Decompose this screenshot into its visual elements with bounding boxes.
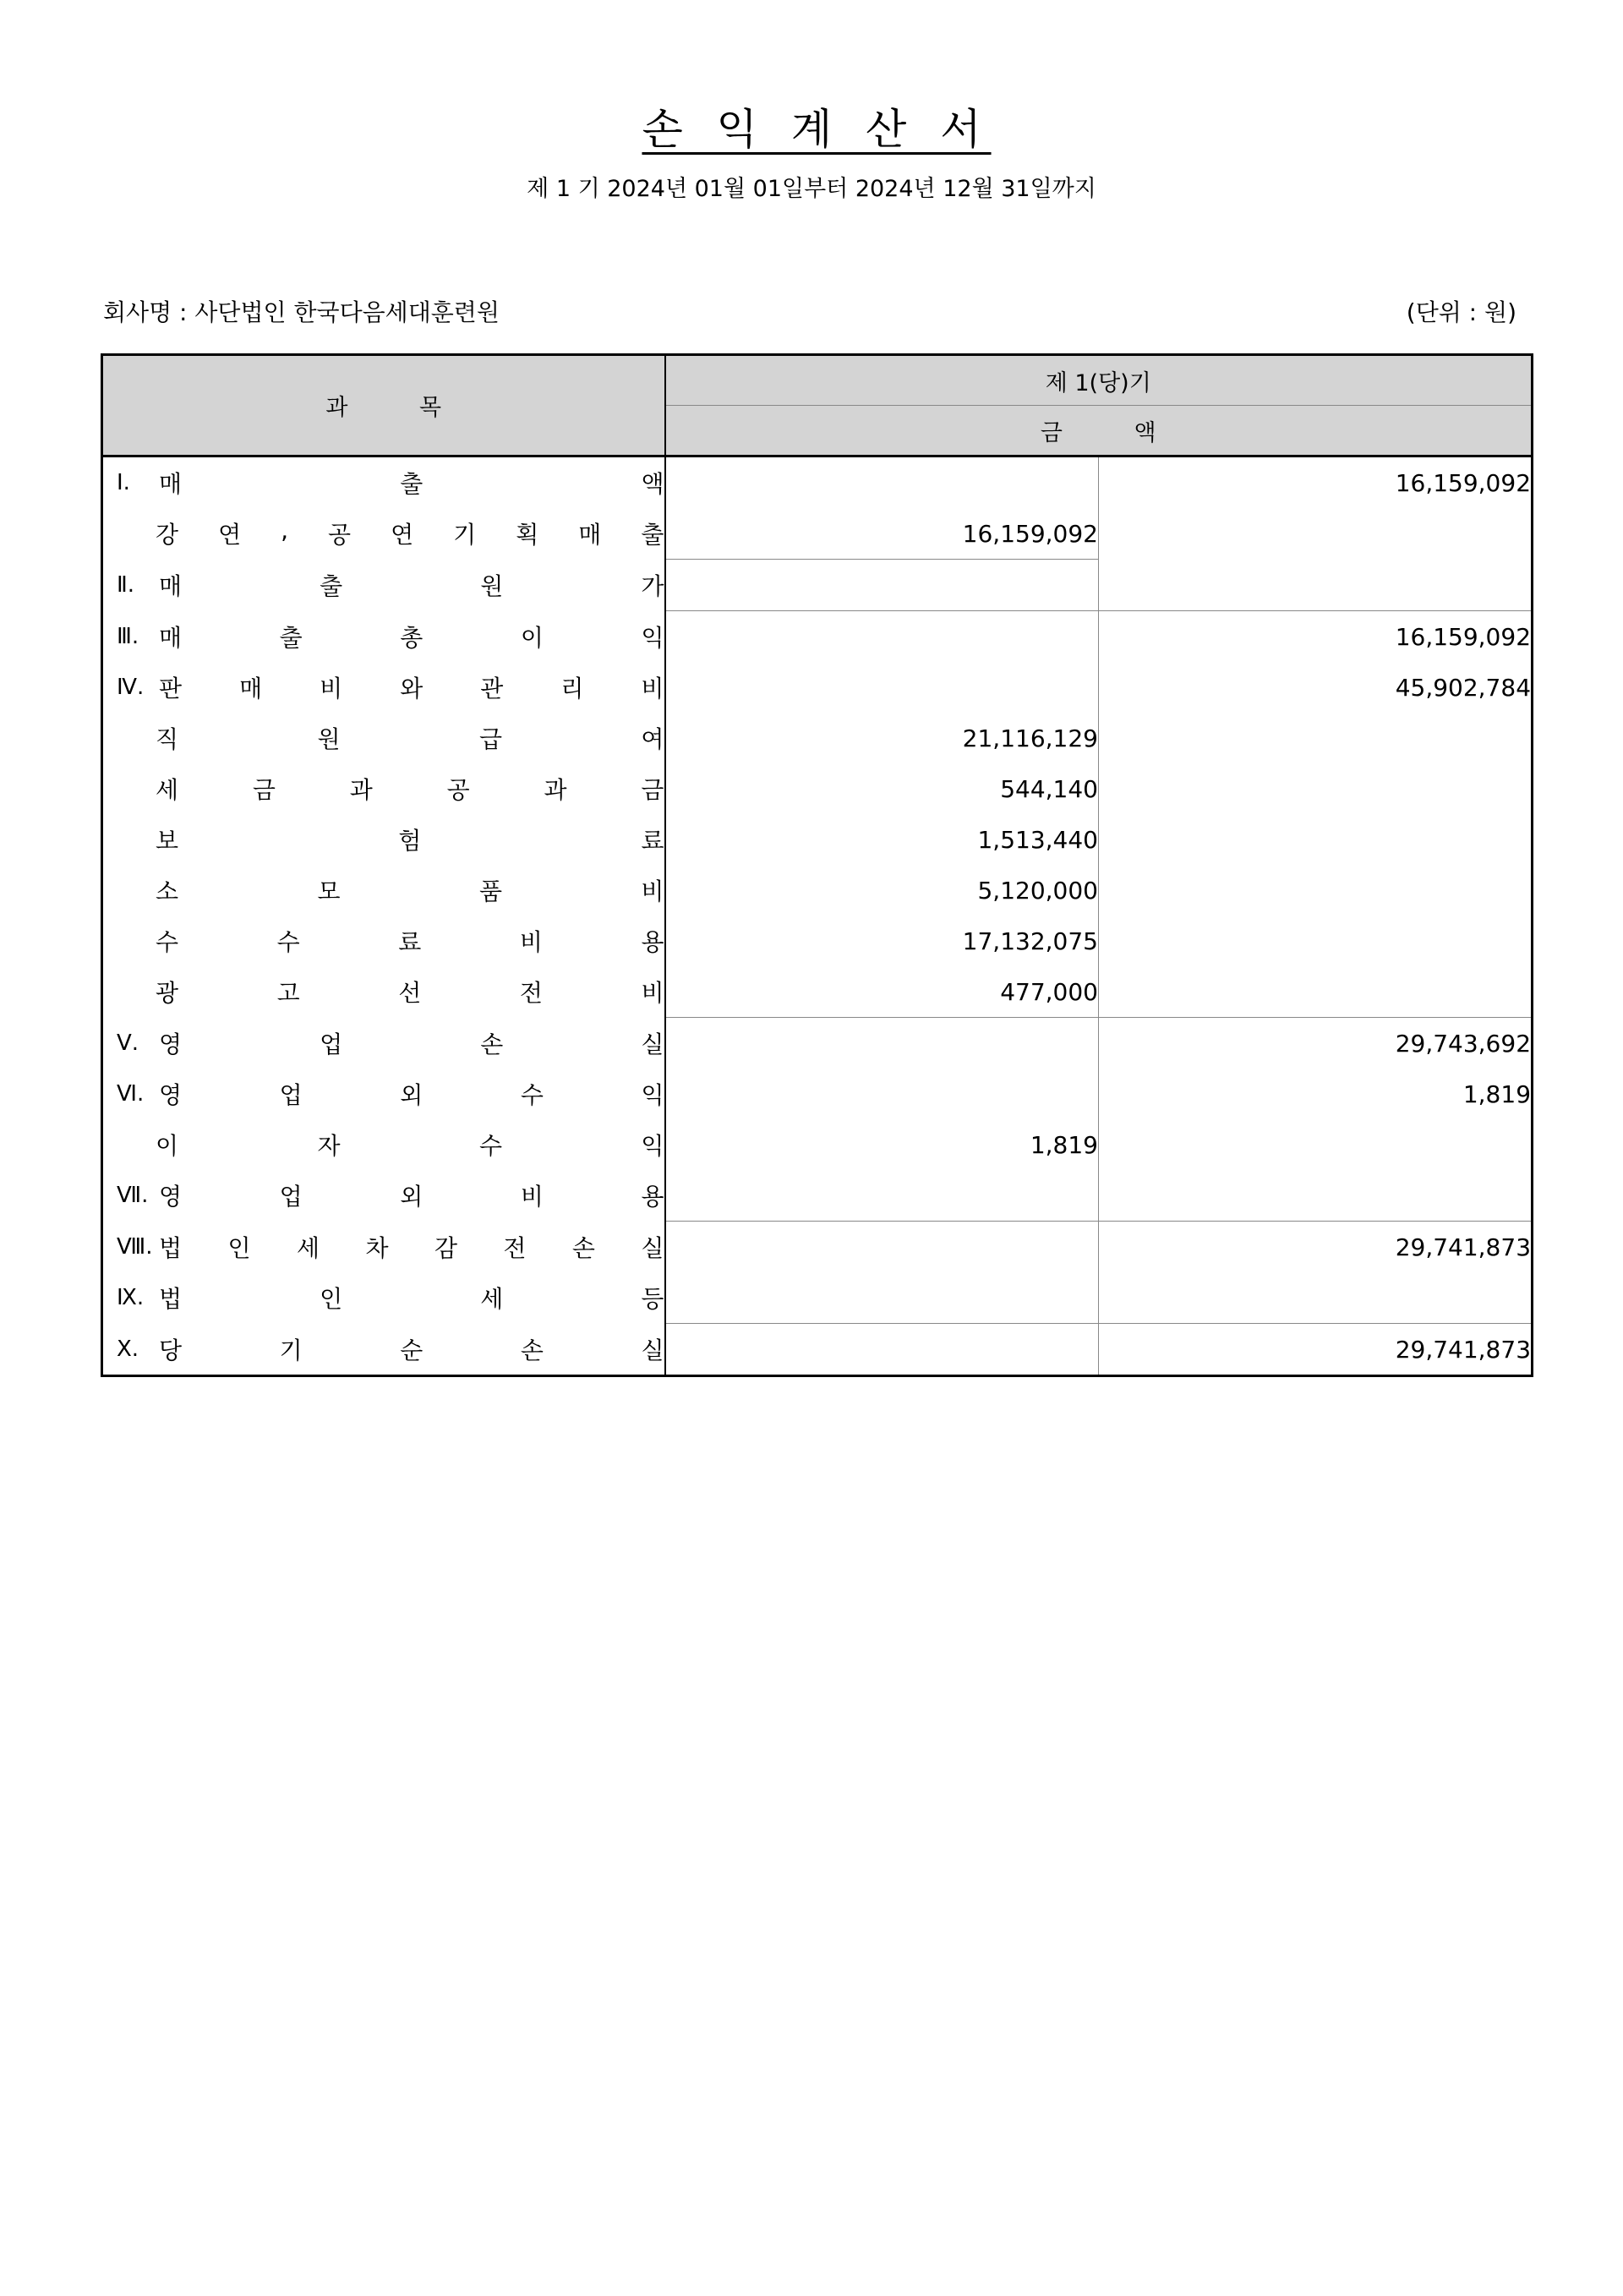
amount-header: 금 액 xyxy=(665,406,1533,456)
total-amount: 1,819 xyxy=(1099,1069,1533,1119)
fiscal-period: 제 1 기 2024년 01월 01일부터 2024년 12월 31일까지 xyxy=(527,176,1096,202)
account-name: 판 매 비 와 관 리 비 xyxy=(159,675,664,702)
account-label-cell xyxy=(102,611,665,663)
table-row xyxy=(102,1272,1533,1324)
account-name: 광 고 선 전 비 xyxy=(156,979,664,1008)
detail-amount: 1,819 xyxy=(665,1119,1099,1170)
detail-amount xyxy=(665,1272,1099,1324)
total-amount: 29,741,873 xyxy=(1099,1324,1533,1376)
account-name: 소 모 품 비 xyxy=(156,877,664,905)
currency-unit: (단위 : 원) xyxy=(1406,298,1516,326)
table-row xyxy=(102,1170,1533,1222)
subject-header: 과 목 xyxy=(102,355,665,456)
account-label-cell xyxy=(102,560,665,611)
account-label-cell xyxy=(102,1018,665,1069)
table-row xyxy=(102,456,1533,509)
section-number: Ⅲ. xyxy=(117,623,139,649)
total-amount: 16,159,092 xyxy=(1099,456,1533,509)
account-name: 영 업 외 수 익 xyxy=(159,1081,664,1109)
table-row xyxy=(102,1018,1533,1069)
table-row xyxy=(102,763,1533,814)
account-name: 영 업 외 비 용 xyxy=(159,1183,664,1211)
account-label-cell xyxy=(102,916,665,966)
section-number: Ⅴ. xyxy=(117,1030,139,1056)
total-amount xyxy=(1099,865,1533,916)
table-row xyxy=(102,1324,1533,1376)
total-amount xyxy=(1099,814,1533,865)
table-row xyxy=(102,865,1533,916)
account-label-cell xyxy=(102,763,665,814)
account-name: 직 원 급 여 xyxy=(156,725,664,753)
account-label-cell xyxy=(102,1272,665,1324)
account-label-cell xyxy=(102,865,665,916)
period-header: 제 1(당)기 xyxy=(665,355,1533,406)
account-label-cell xyxy=(102,1222,665,1273)
account-label-cell xyxy=(102,1069,665,1119)
detail-amount xyxy=(665,560,1099,611)
table-row xyxy=(102,560,1533,611)
total-amount xyxy=(1099,508,1533,560)
table-row xyxy=(102,508,1533,560)
account-label-cell xyxy=(102,966,665,1018)
account-name: 매 출 액 xyxy=(159,470,664,498)
detail-amount xyxy=(665,611,1099,663)
document-title: 손 익 계 산 서 xyxy=(642,105,992,154)
account-label-cell xyxy=(102,508,665,560)
section-number: Ⅱ. xyxy=(117,572,135,598)
total-amount xyxy=(1099,1170,1533,1222)
account-label-cell xyxy=(102,1324,665,1376)
account-name: 법 인 세 차 감 전 손 실 xyxy=(159,1233,664,1262)
total-amount: 45,902,784 xyxy=(1099,662,1533,713)
total-amount xyxy=(1099,1272,1533,1324)
section-number: Ⅶ. xyxy=(117,1183,149,1209)
income-statement-table xyxy=(101,353,1533,1377)
detail-amount xyxy=(665,456,1099,509)
table-row xyxy=(102,713,1533,763)
detail-amount xyxy=(665,662,1099,713)
table-row xyxy=(102,966,1533,1018)
total-amount: 16,159,092 xyxy=(1099,611,1533,663)
account-label-cell xyxy=(102,456,665,509)
detail-amount: 5,120,000 xyxy=(665,865,1099,916)
total-amount xyxy=(1099,560,1533,611)
account-label-cell xyxy=(102,1119,665,1170)
table-row xyxy=(102,1119,1533,1170)
statement-rows xyxy=(102,456,1533,1376)
detail-amount: 17,132,075 xyxy=(665,916,1099,966)
total-amount xyxy=(1099,713,1533,763)
account-name: 매 출 총 이 익 xyxy=(159,623,664,652)
detail-amount xyxy=(665,1324,1099,1376)
table-row xyxy=(102,1222,1533,1273)
account-label-cell xyxy=(102,662,665,713)
detail-amount: 544,140 xyxy=(665,763,1099,814)
detail-amount xyxy=(665,1170,1099,1222)
account-name: 보 험 료 xyxy=(156,827,664,855)
section-number: Ⅵ. xyxy=(117,1081,145,1107)
detail-amount xyxy=(665,1018,1099,1069)
account-label-cell xyxy=(102,814,665,865)
section-number: Ⅸ. xyxy=(117,1285,145,1311)
account-name: 수 수 료 비 용 xyxy=(156,928,664,956)
table-row xyxy=(102,611,1533,663)
account-name: 법 인 세 등 xyxy=(159,1285,664,1314)
detail-amount xyxy=(665,1069,1099,1119)
detail-amount: 21,116,129 xyxy=(665,713,1099,763)
total-amount: 29,743,692 xyxy=(1099,1018,1533,1069)
section-number: Ⅳ. xyxy=(117,675,145,700)
account-label-cell xyxy=(102,713,665,763)
account-name: 강 연 , 공 연 기 획 매 출 xyxy=(156,517,664,549)
total-amount xyxy=(1099,1119,1533,1170)
section-number: Ⅷ. xyxy=(117,1233,153,1260)
table-row xyxy=(102,662,1533,713)
total-amount: 29,741,873 xyxy=(1099,1222,1533,1273)
detail-amount: 477,000 xyxy=(665,966,1099,1018)
section-number: Ⅰ. xyxy=(117,470,130,495)
detail-amount: 1,513,440 xyxy=(665,814,1099,865)
detail-amount: 16,159,092 xyxy=(665,508,1099,560)
table-row xyxy=(102,1069,1533,1119)
company-name: 회사명 : 사단법인 한국다음세대훈련원 xyxy=(103,298,500,326)
table-row xyxy=(102,814,1533,865)
account-name: 매 출 원 가 xyxy=(159,572,664,600)
total-amount xyxy=(1099,916,1533,966)
section-number: Ⅹ. xyxy=(117,1336,139,1362)
total-amount xyxy=(1099,966,1533,1018)
account-label-cell xyxy=(102,1170,665,1222)
account-name: 세 금 과 공 과 금 xyxy=(156,776,664,804)
table-row xyxy=(102,916,1533,966)
account-name: 이 자 수 익 xyxy=(156,1132,664,1160)
total-amount xyxy=(1099,763,1533,814)
account-name: 영 업 손 실 xyxy=(159,1030,664,1058)
account-name: 당 기 순 손 실 xyxy=(159,1336,664,1364)
detail-amount xyxy=(665,1222,1099,1273)
